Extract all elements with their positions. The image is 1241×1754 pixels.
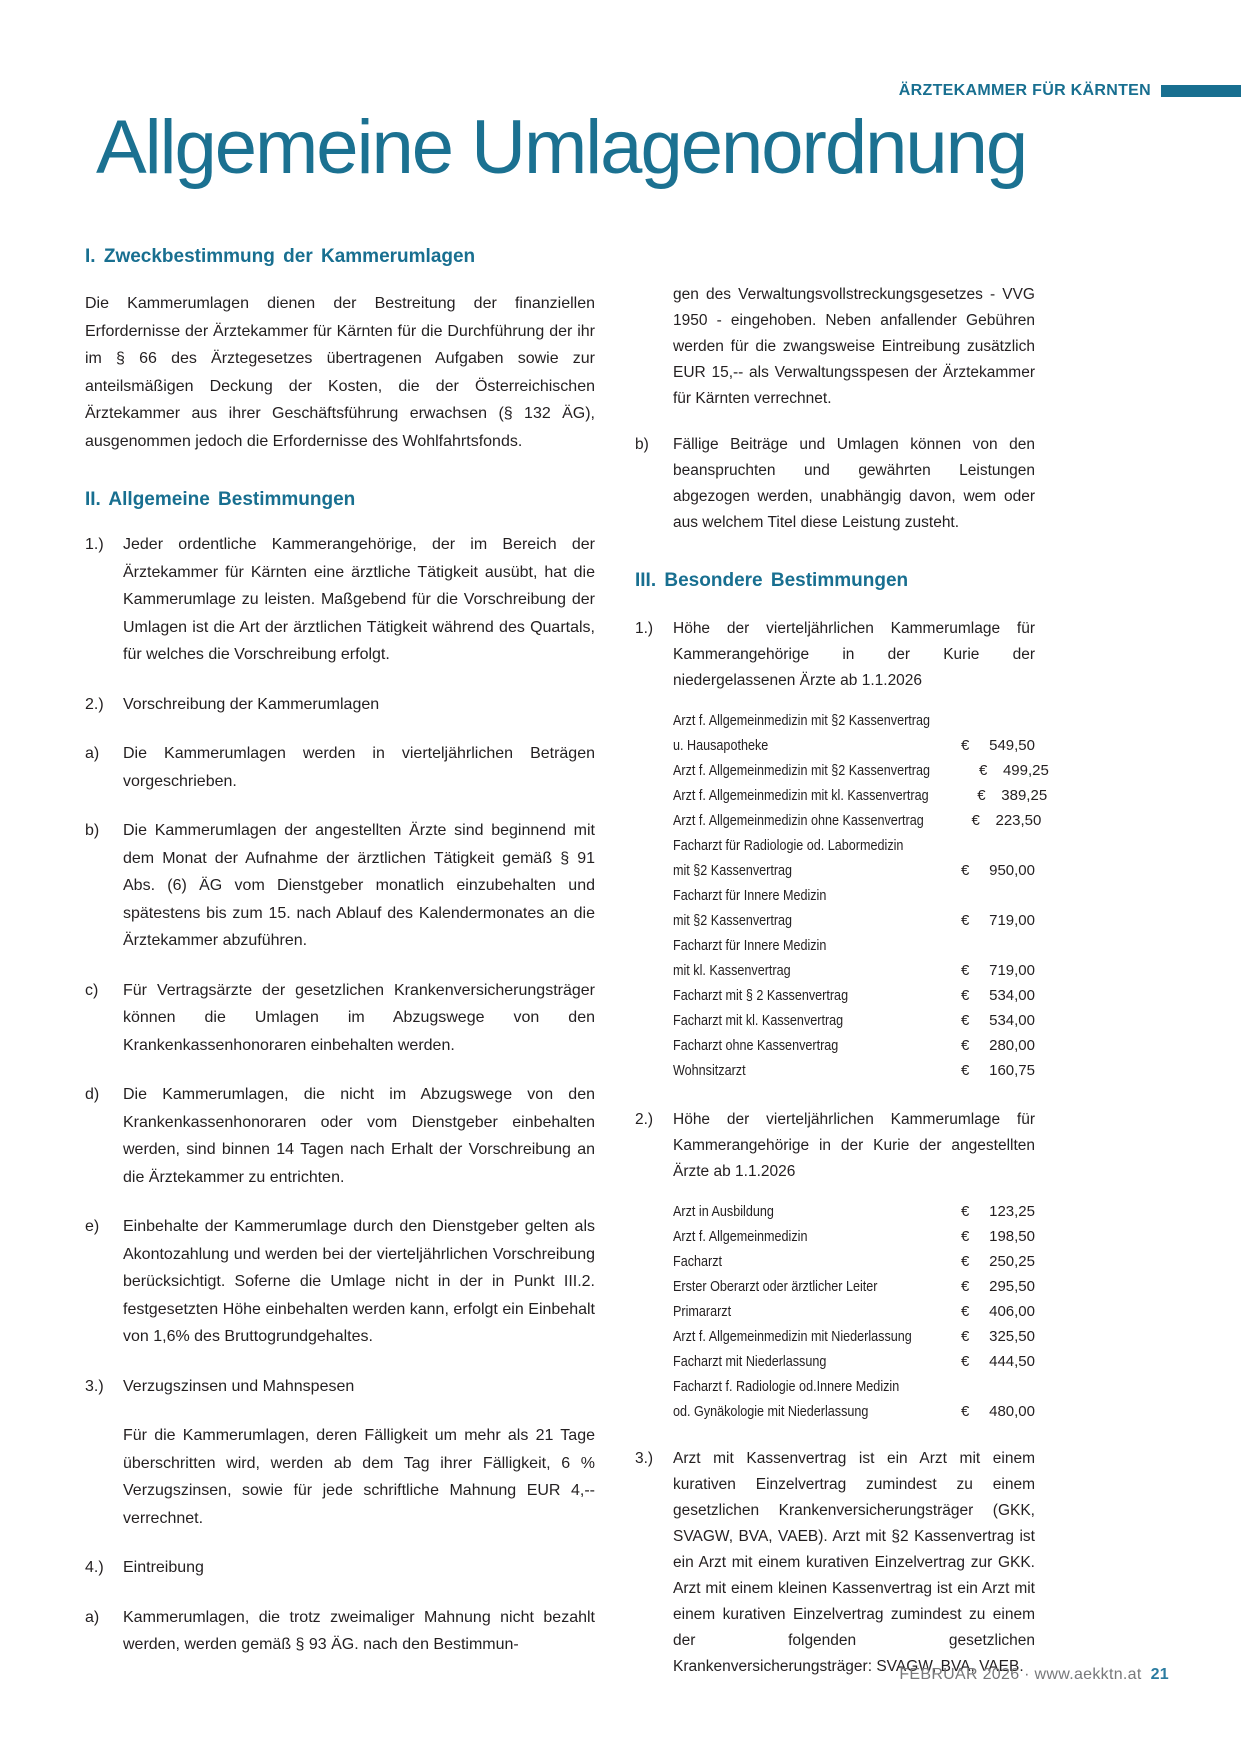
euro-sign: €	[961, 1253, 970, 1270]
fee-amount: 295,50	[989, 1278, 1035, 1295]
list-marker: e)	[85, 1218, 100, 1235]
euro-sign: €	[961, 737, 970, 754]
fee-label: Arzt f. Allgemeinmedizin mit Niederlassung	[673, 1328, 912, 1345]
fee-row	[673, 758, 1049, 783]
fee-amount: 198,50	[989, 1228, 1035, 1245]
list-text: Die Kammerumlagen der angestellten Ärzte sind beginnend mit dem Monat der Aufnahme der ärztlichen Tätigkeit gemäß § 91 Abs. (6) ÄG vom Dienstgeber monatlich einzubehalten und spätestens bis zum 15. nach Ablauf des Kalendermonates an die Ärztekammer abzuführen.	[123, 822, 595, 949]
euro-sign: €	[961, 987, 970, 1004]
euro-sign: €	[961, 1328, 970, 1345]
list-text: Höhe der vierteljährlichen Kammerumlage für Kammerangehörige in der Kurie der angestellten Ärzte ab 1.1.2026	[673, 1111, 1035, 1180]
fee-amount: 389,25	[1001, 787, 1048, 804]
list-text: Verzugszinsen und Mahnspesen	[123, 1377, 355, 1395]
fee-row	[673, 1399, 1035, 1424]
fee-row	[673, 1299, 1035, 1324]
fee-amount: 325,50	[989, 1328, 1035, 1345]
fee-label: od. Gynäkologie mit Niederlassung	[673, 1403, 869, 1420]
brand-bar	[1161, 85, 1241, 97]
list-item	[85, 1554, 595, 1582]
list-text: Für die Kammerumlagen, deren Fälligkeit um mehr als 21 Tage überschritten wird, werden ab dem Tag ihrer Fälligkeit, 6 % Verzugszinsen, sowie für jede schriftliche Mahnung EUR 4,-- verrechnet.	[123, 1427, 595, 1527]
list-marker: 2.)	[85, 695, 104, 713]
fee-label: Facharzt für Radiologie od. Labormedizin	[673, 837, 904, 854]
fee-amount: 160,75	[989, 1062, 1035, 1079]
list-text: Kammerumlagen, die trotz zweimaliger Mahnung nicht bezahlt werden, werden gemäß § 93 ÄG. nach den Bestimmun-	[123, 1608, 595, 1653]
fee-row	[673, 1033, 1035, 1058]
fee-row	[673, 883, 1035, 908]
fee-row	[673, 1274, 1035, 1299]
list-item	[635, 616, 1035, 694]
fee-row	[673, 1224, 1035, 1249]
fee-label: Facharzt mit kl. Kassenvertrag	[673, 1012, 844, 1029]
page-title: Allgemeine Umlagenordnung	[96, 105, 1027, 190]
fee-row	[673, 733, 1035, 758]
fee-row	[673, 1199, 1035, 1224]
euro-sign: €	[961, 1353, 970, 1370]
euro-sign: €	[961, 912, 970, 929]
fee-label: Primararzt	[673, 1303, 732, 1320]
list-item	[85, 817, 595, 955]
fee-label: Arzt f. Allgemeinmedizin mit §2 Kassenvertrag	[673, 762, 931, 779]
list-text: Arzt mit Kassenvertrag ist ein Arzt mit einem kurativen Einzelvertrag zumindest zu einem gesetzlichen Krankenversicherungsträger (GKK, SVAGW, BVA, VAEB). Arzt mit §2 Kassenvertrag ist ein Arzt mit einem kurativen Einzelvertrag zur GKK. Arzt mit einem kleinen Kassenvertrag ist ein Arzt mit einem kurativen Einzelvertrag zumindest zu einem der folgenden gesetzlichen Krankenversicherungsträger: SVAGW, BVA, VAEB.	[673, 1450, 1035, 1675]
fee-table-niedergelassene	[673, 708, 1049, 1083]
euro-sign: €	[977, 787, 986, 804]
fee-label: Arzt f. Allgemeinmedizin mit kl. Kassenvertrag	[673, 787, 929, 804]
list-item	[85, 1422, 595, 1532]
left-column	[85, 246, 595, 1659]
list-marker: a)	[85, 1608, 100, 1626]
list-marker	[635, 282, 673, 412]
euro-sign: €	[978, 762, 988, 779]
fee-label: Facharzt für Innere Medizin	[673, 887, 827, 904]
fee-label: Facharzt mit Niederlassung	[673, 1353, 827, 1370]
list-marker: b)	[635, 436, 649, 453]
fee-row	[673, 983, 1035, 1008]
fee-amount: 549,50	[989, 737, 1035, 754]
fee-amount: 480,00	[989, 1403, 1035, 1420]
list-marker: 2.)	[635, 1111, 654, 1128]
fee-row	[673, 858, 1035, 883]
list-text: Jeder ordentliche Kammerangehörige, der im Bereich der Ärztekammer für Kärnten eine ärztliche Tätigkeit ausübt, hat die Kammerumlage zu leisten. Maßgebend für die Vorschreibung der Umlagen ist die Art der ärztlichen Tätigkeit während des Quartals, für welches die Vorschreibung erfolgt.	[123, 536, 595, 663]
fee-amount: 406,00	[989, 1303, 1035, 1320]
fee-label: Facharzt mit § 2 Kassenvertrag	[673, 987, 849, 1004]
fee-row	[673, 1349, 1035, 1374]
fee-label: u. Hausapotheke	[673, 737, 769, 754]
euro-sign: €	[961, 1203, 970, 1220]
list-item	[85, 1373, 595, 1401]
fee-row	[673, 783, 1048, 808]
fee-amount: 250,25	[989, 1253, 1035, 1270]
continued-paragraph	[635, 282, 1035, 412]
list-text: Eintreibung	[123, 1559, 204, 1576]
euro-sign: €	[961, 962, 970, 979]
fee-row	[673, 933, 1035, 958]
fee-amount: 534,00	[989, 1012, 1035, 1029]
page-footer	[899, 1666, 1169, 1684]
fee-label: Arzt f. Allgemeinmedizin mit §2 Kassenvertrag	[673, 712, 931, 729]
list-text: Die Kammerumlagen werden in vierteljährlichen Beträgen vorgeschrieben.	[123, 745, 595, 790]
list-item	[85, 531, 595, 669]
list-item	[635, 1446, 1035, 1680]
fee-label: Facharzt	[673, 1253, 723, 1270]
fee-amount: 444,50	[989, 1353, 1035, 1370]
list-marker: 3.)	[635, 1450, 654, 1467]
euro-sign: €	[961, 1037, 970, 1054]
euro-sign: €	[961, 1403, 970, 1420]
list-item	[85, 740, 595, 795]
section-3-heading: III. Besondere Bestimmungen	[635, 570, 909, 591]
fee-row	[673, 908, 1035, 933]
list-item	[85, 1213, 595, 1351]
page-number: 21	[1150, 1666, 1169, 1683]
fee-label: Facharzt f. Radiologie od.Innere Medizin	[673, 1378, 900, 1395]
fee-label: Arzt f. Allgemeinmedizin	[673, 1228, 808, 1245]
fee-row	[673, 958, 1035, 983]
list-marker: b)	[85, 822, 100, 839]
fee-amount: 223,50	[995, 812, 1042, 829]
fee-label: Facharzt ohne Kassenvertrag	[673, 1037, 839, 1054]
fee-label: Arzt in Ausbildung	[673, 1203, 774, 1220]
fee-label: mit kl. Kassenvertrag	[673, 962, 791, 979]
list-marker: 3.)	[85, 1377, 104, 1395]
fee-row	[673, 1374, 1035, 1399]
list-marker: a)	[85, 745, 100, 762]
fee-amount: 719,00	[989, 912, 1035, 929]
list-marker: c)	[85, 981, 99, 999]
list-marker: d)	[85, 1086, 100, 1103]
euro-sign: €	[961, 1062, 970, 1079]
euro-sign: €	[961, 1303, 970, 1320]
section-2-heading: II. Allgemeine Bestimmungen	[85, 489, 356, 510]
fee-label: Facharzt für Innere Medizin	[673, 937, 827, 954]
list-text: Höhe der vierteljährlichen Kammerumlage für Kammerangehörige in der Kurie der niedergelassenen Ärzte ab 1.1.2026	[673, 620, 1035, 689]
fee-row	[673, 1324, 1035, 1349]
list-text: Fällige Beiträge und Umlagen können von den beanspruchten und gewährten Leistungen abgezogen werden, unabhängig davon, wem oder aus welchem Titel diese Leistung zusteht.	[673, 436, 1035, 531]
list-text: Einbehalte der Kammerumlage durch den Dienstgeber gelten als Akontozahlung und werden bei der vierteljährlichen Vorschreibung berücksichtigt. Soferne die Umlage nicht in der in Punkt III.2. festgesetzten Höhe einbehalten werden kann, erfolgt ein Einbehalt von 1,6% des Bruttogrundgehaltes.	[123, 1218, 595, 1345]
list-marker	[85, 1422, 123, 1532]
euro-sign: €	[961, 1012, 970, 1029]
fee-row	[673, 833, 1035, 858]
fee-amount: 499,25	[1002, 762, 1049, 779]
fee-row	[673, 1008, 1035, 1033]
euro-sign: €	[961, 862, 970, 879]
brand-text: ÄRZTEKAMMER FÜR KÄRNTEN	[898, 82, 1151, 99]
euro-sign: €	[971, 812, 980, 829]
fee-row	[673, 808, 1042, 833]
section-1-paragraph: Die Kammerumlagen dienen der Bestreitung der finanziellen Erfordernisse der Ärztekammer für Kärnten für die Durchführung der ihr im § 66 des Ärztegesetzes übertragenen Aufgaben sowie zur anteilsmäßigen Deckung der Kosten, die der Österreichischen Ärztekammer aus ihrer Geschäftsführung erwachsen (§ 132 ÄG), ausgenommen jedoch die Erfordernisse des Wohlfahrtsfonds.	[85, 295, 595, 450]
fee-label: mit §2 Kassenvertrag	[673, 862, 793, 879]
list-text: gen des Verwaltungsvollstreckungsgesetzes - VVG 1950 - eingehoben. Neben anfallender Gebühren werden für die zwangsweise Eintreibung zusätzlich EUR 15,-- als Verwaltungsspesen der Ärztekammer für Kärnten verrechnet.	[673, 286, 1035, 407]
list-item	[635, 432, 1035, 536]
fee-label: Erster Oberarzt oder ärztlicher Leiter	[673, 1278, 878, 1295]
fee-label: mit §2 Kassenvertrag	[673, 912, 793, 929]
list-item	[85, 691, 595, 719]
section-1-heading: I. Zweckbestimmung der Kammerumlagen	[85, 246, 476, 267]
fee-amount: 950,00	[989, 862, 1035, 879]
fee-label: Arzt f. Allgemeinmedizin ohne Kassenvertrag	[673, 812, 924, 829]
fee-amount: 280,00	[989, 1037, 1035, 1054]
list-marker: 1.)	[635, 620, 654, 637]
fee-row	[673, 1249, 1035, 1274]
euro-sign: €	[961, 1278, 970, 1295]
fee-amount: 719,00	[989, 962, 1035, 979]
euro-sign: €	[961, 1228, 970, 1245]
fee-label: Wohnsitzarzt	[673, 1062, 746, 1079]
fee-row	[673, 708, 1035, 733]
list-item	[85, 977, 595, 1060]
fee-row	[673, 1058, 1035, 1083]
footer-info: FEBRUAR 2026 · www.aekktn.at	[899, 1666, 1142, 1683]
list-text: Vorschreibung der Kammerumlagen	[123, 695, 380, 713]
list-marker: 1.)	[85, 536, 104, 553]
fee-amount: 534,00	[989, 987, 1035, 1004]
list-text: Für Vertragsärzte der gesetzlichen Krankenversicherungsträger können die Umlagen im Abzugswege von den Krankenkassenhonoraren einbehalten werden.	[123, 981, 595, 1054]
list-item	[85, 1604, 595, 1659]
list-text: Die Kammerumlagen, die nicht im Abzugswege von den Krankenkassenhonoraren oder vom Dienstgeber einbehalten werden, sind binnen 14 Tagen nach Erhalt der Vorschreibung an die Ärztekammer zu entrichten.	[123, 1086, 595, 1186]
list-marker: 4.)	[85, 1559, 104, 1576]
list-item	[635, 1107, 1035, 1185]
list-item	[85, 1081, 595, 1191]
fee-amount: 123,25	[989, 1203, 1035, 1220]
fee-table-angestellte	[673, 1199, 1035, 1424]
header-brand	[899, 82, 1241, 100]
